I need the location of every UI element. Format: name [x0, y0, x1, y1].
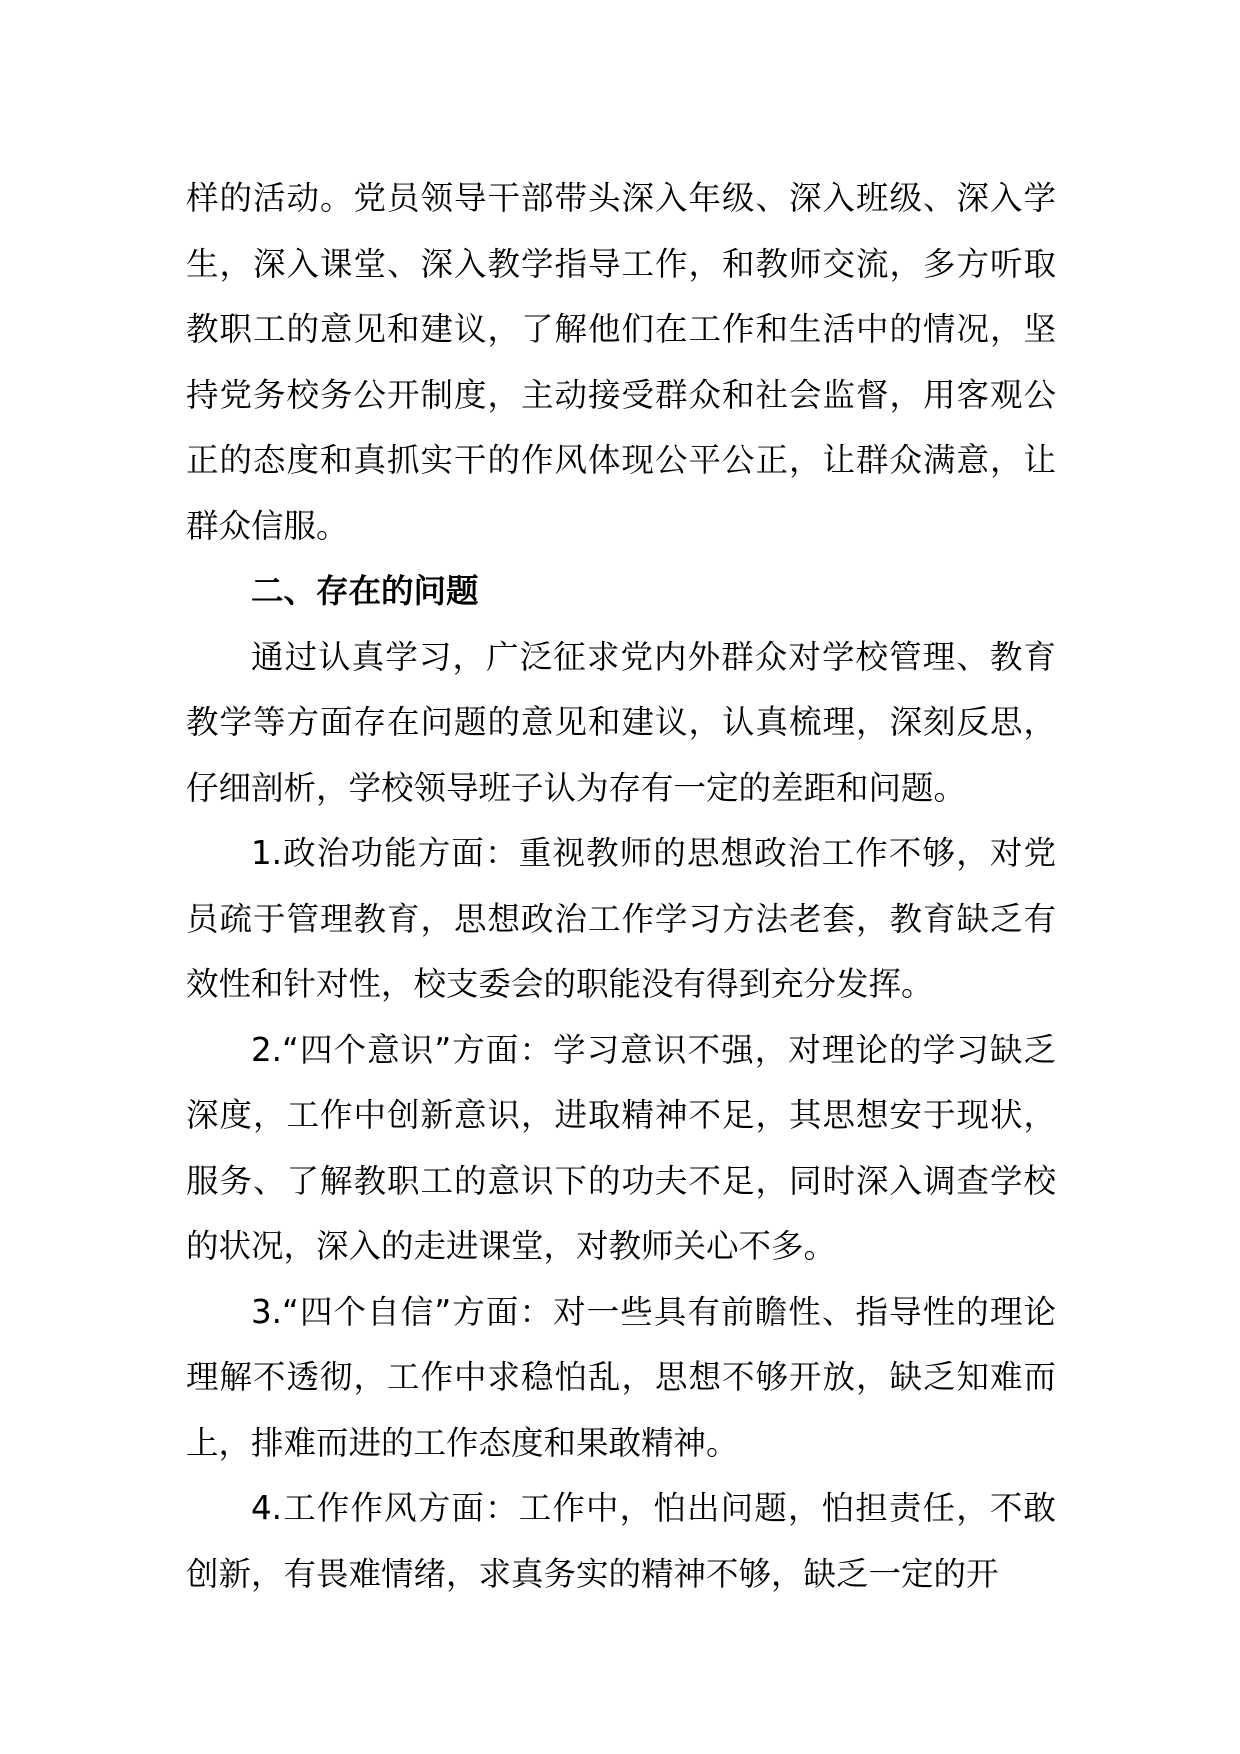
- paragraph-intro-problems: 通过认真学习，广泛征求党内外群众对学校管理、教育教学等方面存在问题的意见和建议，认真梳理，深刻反思，仔细剖析，学校领导班子认为存有一定的差距和问题。: [186, 637, 1056, 807]
- paragraph-activities: 样的活动。党员领导干部带头深入年级、深入班级、深入学生，深入课堂、深入教学指导工作，和教师交流，多方听取教职工的意见和建议，了解他们在工作和生活中的情况，坚持党务校务公开制度，主动接受群众和社会监督，用客观公正的态度和真抓实干的作风体现公平公正，让群众满意，让群众信服。: [186, 179, 1056, 545]
- paragraph-item-4: 4.工作作风方面：工作中，怕出问题，怕担责任，不敢创新，有畏难情绪，求真务实的精神不够，缺乏一定的开: [186, 1489, 1056, 1593]
- paragraph-item-2: 2.“四个意识”方面：学习意识不强，对理论的学习缺乏深度，工作中创新意识，进取精神不足，其思想安于现状，服务、了解教职工的意识下的功夫不足，同时深入调查学校的状况，深入的走进课堂，对教师关心不多。: [186, 1030, 1056, 1265]
- document-body: [186, 166, 1056, 1607]
- section-heading-problems: 二、存在的问题: [251, 572, 479, 610]
- paragraph-item-3: 3.“四个自信”方面：对一些具有前瞻性、指导性的理论理解不透彻，工作中求稳怕乱，思想不够开放，缺乏知难而上，排难而进的工作态度和果敢精神。: [186, 1292, 1056, 1462]
- paragraph-item-1: 1.政治功能方面：重视教师的思想政治工作不够，对党员疏于管理教育，思想政治工作学习方法老套，教育缺乏有效性和针对性，校支委会的职能没有得到充分发挥。: [186, 834, 1056, 1003]
